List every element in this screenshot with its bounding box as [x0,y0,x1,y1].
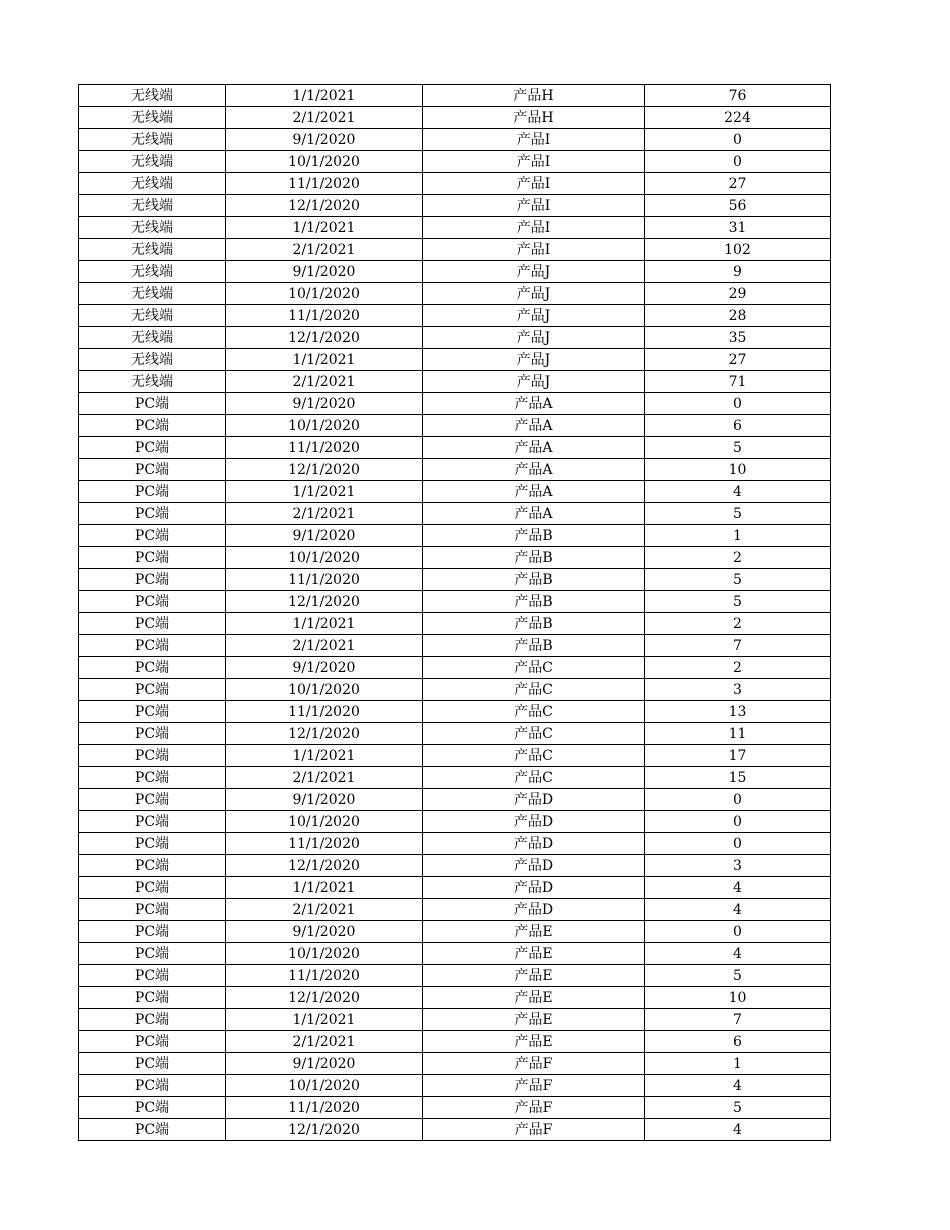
date-cell: 10/1/2020 [226,415,423,437]
channel-cell: 无线端 [79,85,226,107]
channel-cell: 无线端 [79,349,226,371]
date-cell: 12/1/2020 [226,987,423,1009]
date-cell: 1/1/2021 [226,349,423,371]
value-cell: 4 [645,877,831,899]
table-row [79,481,831,503]
date-cell: 10/1/2020 [226,283,423,305]
channel-cell: PC端 [79,1097,226,1119]
value-cell: 5 [645,1097,831,1119]
date-cell: 9/1/2020 [226,1053,423,1075]
value-cell: 35 [645,327,831,349]
channel-cell: PC端 [79,1053,226,1075]
table-row [79,1119,831,1141]
table-row [79,85,831,107]
product-cell: 产品I [423,173,645,195]
channel-cell: PC端 [79,591,226,613]
value-cell: 10 [645,459,831,481]
table-row [79,151,831,173]
product-cell: 产品E [423,987,645,1009]
channel-cell: PC端 [79,525,226,547]
date-cell: 12/1/2020 [226,855,423,877]
table-row [79,1075,831,1097]
channel-cell: 无线端 [79,305,226,327]
table-row [79,195,831,217]
channel-cell: PC端 [79,503,226,525]
channel-cell: PC端 [79,415,226,437]
table-row [79,129,831,151]
value-cell: 7 [645,635,831,657]
channel-cell: 无线端 [79,261,226,283]
table-row [79,437,831,459]
table-row [79,1009,831,1031]
channel-cell: PC端 [79,569,226,591]
product-cell: 产品D [423,789,645,811]
value-cell: 4 [645,899,831,921]
date-cell: 10/1/2020 [226,679,423,701]
product-cell: 产品I [423,151,645,173]
date-cell: 9/1/2020 [226,657,423,679]
channel-cell: PC端 [79,459,226,481]
date-cell: 2/1/2021 [226,899,423,921]
date-cell: 2/1/2021 [226,503,423,525]
table-row [79,393,831,415]
channel-cell: 无线端 [79,129,226,151]
product-cell: 产品C [423,679,645,701]
channel-cell: 无线端 [79,371,226,393]
channel-cell: PC端 [79,965,226,987]
date-cell: 1/1/2021 [226,745,423,767]
product-cell: 产品F [423,1097,645,1119]
value-cell: 56 [645,195,831,217]
table-row [79,789,831,811]
product-cell: 产品A [423,503,645,525]
value-cell: 76 [645,85,831,107]
product-cell: 产品A [423,459,645,481]
date-cell: 11/1/2020 [226,437,423,459]
date-cell: 1/1/2021 [226,613,423,635]
date-cell: 12/1/2020 [226,195,423,217]
table-row [79,371,831,393]
value-cell: 0 [645,393,831,415]
channel-cell: PC端 [79,1119,226,1141]
value-cell: 11 [645,723,831,745]
date-cell: 9/1/2020 [226,129,423,151]
value-cell: 224 [645,107,831,129]
value-cell: 4 [645,1075,831,1097]
value-cell: 27 [645,349,831,371]
date-cell: 2/1/2021 [226,371,423,393]
product-cell: 产品C [423,701,645,723]
value-cell: 1 [645,1053,831,1075]
date-cell: 1/1/2021 [226,877,423,899]
value-cell: 5 [645,437,831,459]
product-cell: 产品H [423,107,645,129]
table-row [79,261,831,283]
product-cell: 产品I [423,129,645,151]
channel-cell: PC端 [79,437,226,459]
channel-cell: PC端 [79,921,226,943]
table-row [79,921,831,943]
product-cell: 产品D [423,877,645,899]
table-row [79,1097,831,1119]
product-cell: 产品C [423,723,645,745]
channel-cell: PC端 [79,547,226,569]
date-cell: 11/1/2020 [226,701,423,723]
channel-cell: 无线端 [79,107,226,129]
date-cell: 9/1/2020 [226,525,423,547]
channel-cell: PC端 [79,855,226,877]
value-cell: 31 [645,217,831,239]
date-cell: 12/1/2020 [226,723,423,745]
value-cell: 2 [645,547,831,569]
product-cell: 产品E [423,943,645,965]
value-cell: 5 [645,569,831,591]
date-cell: 10/1/2020 [226,151,423,173]
value-cell: 29 [645,283,831,305]
value-cell: 28 [645,305,831,327]
product-cell: 产品B [423,569,645,591]
value-cell: 5 [645,591,831,613]
product-cell: 产品A [423,415,645,437]
table-row [79,745,831,767]
channel-cell: PC端 [79,481,226,503]
value-cell: 15 [645,767,831,789]
value-cell: 102 [645,239,831,261]
product-cell: 产品E [423,1009,645,1031]
product-cell: 产品I [423,239,645,261]
channel-cell: PC端 [79,1031,226,1053]
date-cell: 12/1/2020 [226,1119,423,1141]
table-row [79,855,831,877]
product-cell: 产品D [423,833,645,855]
product-cell: 产品C [423,767,645,789]
value-cell: 6 [645,415,831,437]
channel-cell: PC端 [79,833,226,855]
channel-cell: PC端 [79,1075,226,1097]
table-row [79,107,831,129]
table-row [79,459,831,481]
product-cell: 产品J [423,283,645,305]
product-cell: 产品F [423,1119,645,1141]
product-cell: 产品F [423,1053,645,1075]
table-row [79,547,831,569]
product-cell: 产品A [423,481,645,503]
date-cell: 2/1/2021 [226,107,423,129]
table-row [79,239,831,261]
channel-cell: PC端 [79,811,226,833]
value-cell: 10 [645,987,831,1009]
channel-cell: PC端 [79,789,226,811]
channel-cell: 无线端 [79,195,226,217]
channel-cell: PC端 [79,877,226,899]
product-cell: 产品D [423,855,645,877]
table-row [79,173,831,195]
value-cell: 27 [645,173,831,195]
table-row [79,327,831,349]
value-cell: 13 [645,701,831,723]
channel-cell: PC端 [79,745,226,767]
product-cell: 产品F [423,1075,645,1097]
value-cell: 7 [645,1009,831,1031]
table-row [79,943,831,965]
table-body [79,85,831,1141]
channel-cell: PC端 [79,635,226,657]
date-cell: 11/1/2020 [226,965,423,987]
date-cell: 2/1/2021 [226,635,423,657]
value-cell: 3 [645,855,831,877]
date-cell: 1/1/2021 [226,217,423,239]
channel-cell: 无线端 [79,327,226,349]
table-row [79,701,831,723]
product-cell: 产品D [423,899,645,921]
date-cell: 12/1/2020 [226,591,423,613]
product-cell: 产品B [423,547,645,569]
table-row [79,569,831,591]
table-row [79,877,831,899]
date-cell: 10/1/2020 [226,1075,423,1097]
channel-cell: 无线端 [79,239,226,261]
channel-cell: PC端 [79,613,226,635]
date-cell: 12/1/2020 [226,459,423,481]
date-cell: 12/1/2020 [226,327,423,349]
table-row [79,635,831,657]
product-cell: 产品J [423,349,645,371]
table-row [79,613,831,635]
table-row [79,591,831,613]
value-cell: 3 [645,679,831,701]
table-row [79,283,831,305]
date-cell: 11/1/2020 [226,305,423,327]
channel-cell: PC端 [79,943,226,965]
channel-cell: 无线端 [79,151,226,173]
value-cell: 4 [645,481,831,503]
product-cell: 产品I [423,195,645,217]
table-row [79,1031,831,1053]
date-cell: 10/1/2020 [226,547,423,569]
channel-cell: PC端 [79,701,226,723]
value-cell: 0 [645,921,831,943]
date-cell: 10/1/2020 [226,943,423,965]
table-row [79,811,831,833]
product-cell: 产品A [423,393,645,415]
product-cell: 产品J [423,327,645,349]
product-cell: 产品E [423,1031,645,1053]
value-cell: 71 [645,371,831,393]
table-row [79,415,831,437]
product-cell: 产品E [423,965,645,987]
value-cell: 6 [645,1031,831,1053]
date-cell: 9/1/2020 [226,393,423,415]
table-row [79,349,831,371]
product-cell: 产品J [423,261,645,283]
table-row [79,723,831,745]
table-row [79,305,831,327]
product-cell: 产品B [423,525,645,547]
channel-cell: PC端 [79,657,226,679]
product-cell: 产品J [423,371,645,393]
product-cell: 产品C [423,657,645,679]
product-cell: 产品B [423,635,645,657]
product-cell: 产品I [423,217,645,239]
table-row [79,657,831,679]
data-table [78,84,831,1141]
table-row [79,833,831,855]
date-cell: 11/1/2020 [226,569,423,591]
value-cell: 4 [645,1119,831,1141]
value-cell: 0 [645,833,831,855]
table-row [79,987,831,1009]
table-row [79,217,831,239]
date-cell: 2/1/2021 [226,767,423,789]
value-cell: 0 [645,789,831,811]
product-cell: 产品H [423,85,645,107]
table-row [79,503,831,525]
table-row [79,899,831,921]
value-cell: 1 [645,525,831,547]
table-row [79,965,831,987]
date-cell: 2/1/2021 [226,1031,423,1053]
date-cell: 1/1/2021 [226,1009,423,1031]
value-cell: 4 [645,943,831,965]
date-cell: 11/1/2020 [226,1097,423,1119]
date-cell: 9/1/2020 [226,921,423,943]
channel-cell: 无线端 [79,173,226,195]
value-cell: 2 [645,657,831,679]
product-cell: 产品C [423,745,645,767]
date-cell: 11/1/2020 [226,833,423,855]
value-cell: 0 [645,129,831,151]
channel-cell: 无线端 [79,283,226,305]
channel-cell: 无线端 [79,217,226,239]
channel-cell: PC端 [79,899,226,921]
date-cell: 11/1/2020 [226,173,423,195]
table-row [79,1053,831,1075]
channel-cell: PC端 [79,987,226,1009]
date-cell: 10/1/2020 [226,811,423,833]
product-cell: 产品D [423,811,645,833]
product-cell: 产品B [423,591,645,613]
table-row [79,525,831,547]
channel-cell: PC端 [79,767,226,789]
date-cell: 9/1/2020 [226,261,423,283]
product-cell: 产品B [423,613,645,635]
date-cell: 9/1/2020 [226,789,423,811]
date-cell: 1/1/2021 [226,481,423,503]
product-cell: 产品A [423,437,645,459]
product-cell: 产品E [423,921,645,943]
value-cell: 5 [645,965,831,987]
date-cell: 1/1/2021 [226,85,423,107]
channel-cell: PC端 [79,723,226,745]
value-cell: 17 [645,745,831,767]
value-cell: 0 [645,811,831,833]
product-cell: 产品J [423,305,645,327]
channel-cell: PC端 [79,1009,226,1031]
channel-cell: PC端 [79,393,226,415]
date-cell: 2/1/2021 [226,239,423,261]
table-row [79,767,831,789]
value-cell: 5 [645,503,831,525]
value-cell: 2 [645,613,831,635]
value-cell: 9 [645,261,831,283]
table-row [79,679,831,701]
value-cell: 0 [645,151,831,173]
channel-cell: PC端 [79,679,226,701]
